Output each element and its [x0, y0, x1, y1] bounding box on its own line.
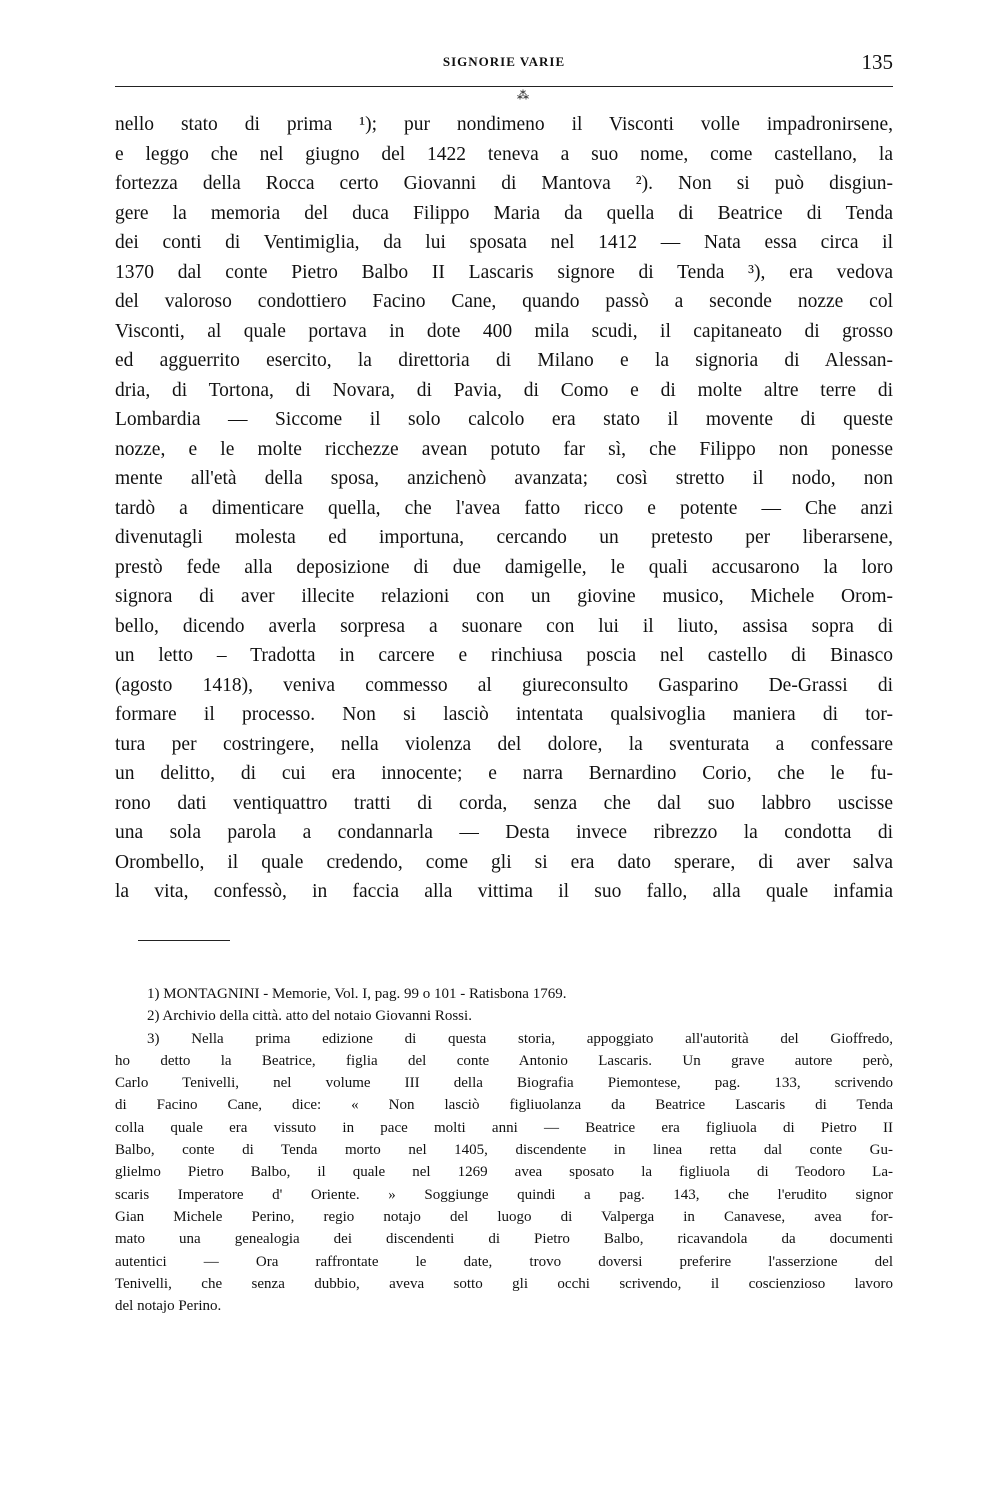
body-line: del valoroso condottiero Facino Cane, quando passò a seconde nozze col [115, 291, 893, 312]
footnote-line: Tenivelli, che senza dubbio, aveva sotto gli occhi scrivendo, il coscienzioso lavoro [115, 1275, 893, 1292]
footnote-line: 2) Archivio della città. atto del notaio Giovanni Rossi. [147, 1008, 472, 1025]
body-line: Visconti, al quale portava in dote 400 mila scudi, il capitaneato di grosso [115, 320, 893, 342]
body-text [115, 110, 893, 907]
body-line: ed agguerrito esercito, la direttoria di Milano e la signoria di Alessan- [115, 350, 893, 371]
page-number: 135 [861, 50, 893, 74]
footnote-line: colla quale era vissuto in pace molti anni — Beatrice era figliuola di Pietro II [115, 1119, 893, 1136]
body-line: tura per costringere, nella violenza del dolore, la sventurata a confessare [115, 733, 893, 755]
body-line: un letto – Tradotta in carcere e rinchiusa poscia nel castello di Binasco [115, 645, 893, 666]
body-line: dei conti di Ventimiglia, da lui sposata nel 1412 — Nata essa circa il [115, 232, 893, 253]
body-line: signora di aver illecite relazioni con un giovine musico, Michele Orom- [115, 586, 893, 607]
body-line: dria, di Tortona, di Novara, di Pavia, di Como e di molte altre terre di [115, 379, 893, 401]
footnote-line: ho detto la Beatrice, figlia del conte Antonio Lascaris. Un grave autore però, [115, 1052, 893, 1069]
body-line: fortezza della Rocca certo Giovanni di Mantova ²). Non si può disgiun- [115, 173, 893, 194]
body-line: gere la memoria del duca Filippo Maria da quella di Beatrice di Tenda [115, 202, 893, 224]
body-line: Orombello, il quale credendo, come gli si era dato sperare, di aver salva [115, 851, 893, 873]
running-title: SIGNORIE VARIE [442, 54, 566, 69]
footnote-rule [138, 940, 230, 941]
body-line: Lombardia — Siccome il solo calcolo era stato il movente di queste [115, 409, 893, 430]
footnote-line: scaris Imperatore d' Oriente. » Soggiunge quindi a pag. 143, che l'erudito signor [115, 1186, 893, 1203]
body-line: nozze, e le molte ricchezze avean potuto far sì, che Filippo non ponesse [115, 438, 893, 460]
footnote-line: 1) MONTAGNINI - Memorie, Vol. I, pag. 99 o 101 - Ratisbona 1769. [147, 986, 567, 1002]
footnote-line: Balbo, conte di Tenda morto nel 1405, discendente in linea retta dal conte Gu- [115, 1142, 893, 1159]
body-line: (agosto 1418), veniva commesso al giureconsulto Gasparino De-Grassi di [115, 674, 893, 696]
footnote-line: di Facino Cane, dice: « Non lasciò figliuolanza da Beatrice Lascaris di Tenda [115, 1097, 893, 1114]
footnote-line: 3) Nella prima edizione di questa storia, appoggiato all'autorità del Gioffredo, [147, 1030, 893, 1047]
body-line: prestò fede alla deposizione di due damigelle, le quali accusarono la loro [115, 556, 893, 578]
body-line: divenutagli molesta ed importuna, cercando un pretesto per liberarsene, [115, 527, 893, 548]
body-line: una sola parola a condannarla — Desta invece ribrezzo la condotta di [115, 822, 893, 843]
header-ornament: ⁂ [517, 88, 529, 102]
body-line: rono dati ventiquattro tratti di corda, senza che dal suo labbro uscisse [115, 792, 893, 814]
footnote-line: autentici — Ora raffrontate le date, trovo doversi preferire l'asserzione del [115, 1253, 893, 1270]
body-line: 1370 dal conte Pietro Balbo II Lascaris signore di Tenda ³), era vedova [115, 261, 893, 283]
body-line: e leggo che nel giugno del 1422 teneva a suo nome, come castellano, la [115, 143, 893, 165]
footnote-line: Carlo Tenivelli, nel volume III della Biografia Piemontese, pag. 133, scrivendo [115, 1075, 893, 1092]
footnote-line: glielmo Pietro Balbo, il quale nel 1269 avea sposato la figliuola di Teodoro La- [115, 1164, 893, 1181]
body-line: nello stato di prima ¹); pur nondimeno il Visconti volle impadronirsene, [115, 114, 893, 135]
body-line: mente all'età della sposa, anzichenò avanzata; così stretto il nodo, non [115, 468, 893, 489]
footnote-line: Gian Michele Perino, regio notajo del luogo di Valperga in Canavese, avea for- [115, 1208, 893, 1225]
footnote-line: del notajo Perino. [115, 1298, 222, 1315]
footnote-line: mato una genealogia dei discendenti di Pietro Balbo, ricavandola da documenti [115, 1231, 893, 1248]
body-line: formare il processo. Non si lasciò intentata qualsivoglia maniera di tor- [115, 704, 893, 725]
running-head [115, 50, 893, 80]
body-line: bello, dicendo averla sorpresa a suonare con lui il liuto, assisa sopra di [115, 615, 893, 637]
body-line: tardò a dimenticare quella, che l'avea fatto ricco e potente — Che anzi [115, 497, 893, 519]
body-line: la vita, confessò, in faccia alla vittima il suo fallo, alla quale infamia [115, 881, 893, 902]
body-line: un delitto, di cui era innocente; e narra Bernardino Corio, che le fu- [115, 763, 893, 784]
footnotes [85, 983, 893, 1317]
header-rule [115, 86, 893, 87]
